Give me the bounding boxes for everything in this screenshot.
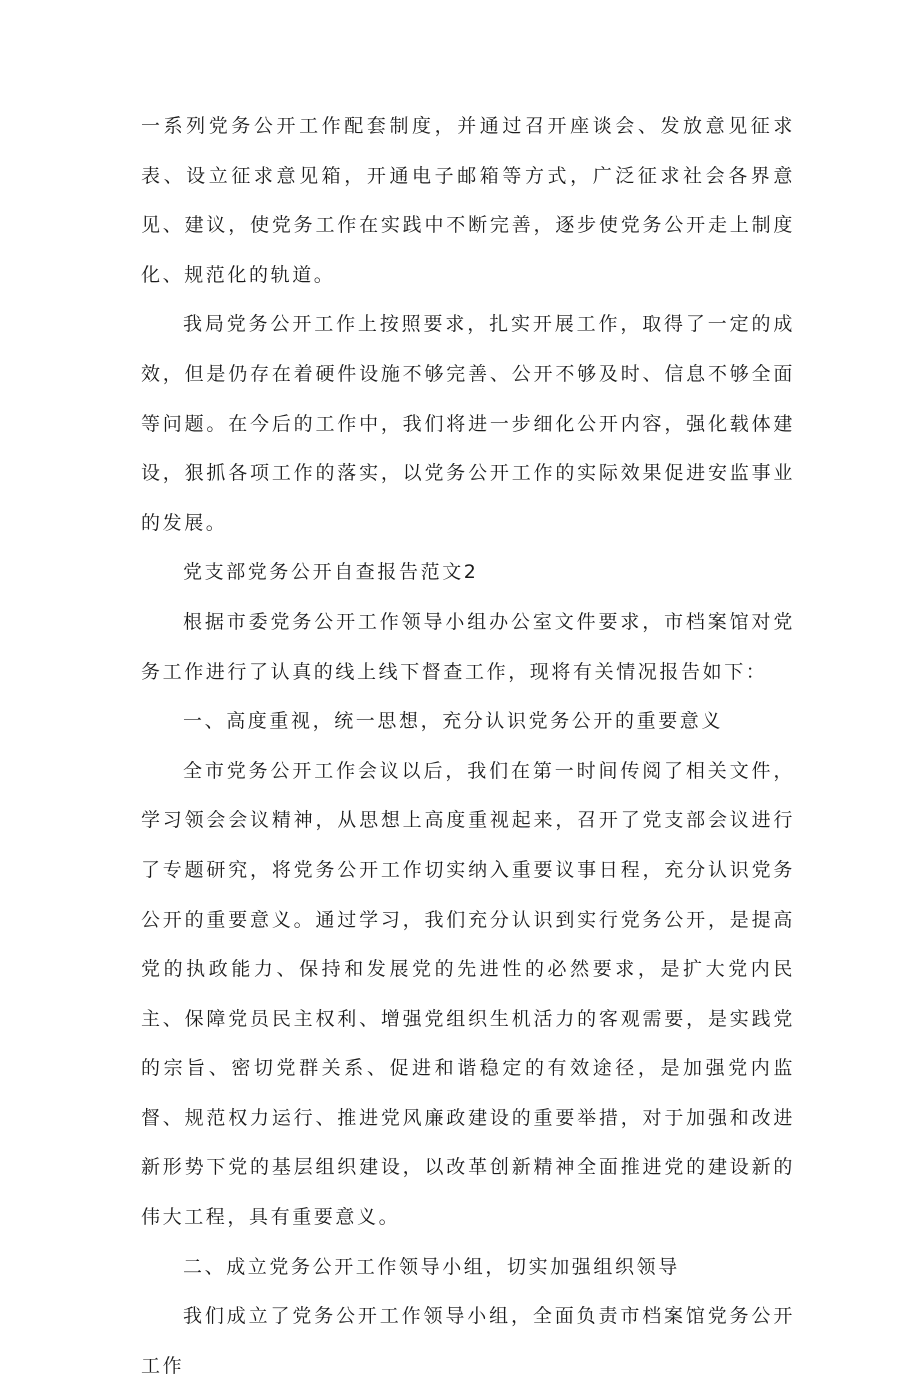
document-body: [141, 102, 795, 1391]
paragraph-report-intro: 根据市委党务公开工作领导小组办公室文件要求，市档案馆对党务工作进行了认真的线上线下督查工作，现将有关情况报告如下：: [141, 610, 795, 683]
section-heading-report-2: 党支部党务公开自查报告范文2: [183, 561, 479, 584]
paragraph-summary-and-plans: 我局党务公开工作上按照要求，扎实开展工作，取得了一定的成效，但是仍存在着硬件设施不够完善、公开不够及时、信息不够全面等问题。在今后的工作中，我们将进一步细化公开内容，强化载体建设，狠抓各项工作的落实，以党务公开工作的实际效果促进安监事业的发展。: [141, 313, 795, 534]
paragraph-continued-system-building: 一系列党务公开工作配套制度，并通过召开座谈会、发放意见征求表、设立征求意见箱，开通电子邮箱等方式，广泛征求社会各界意见、建议，使党务工作在实践中不断完善，逐步使党务公开走上制度化、规范化的轨道。: [141, 115, 795, 286]
paragraph-study-and-understanding: 全市党务公开工作会议以后，我们在第一时间传阅了相关文件，学习领会会议精神，从思想上高度重视起来，召开了党支部会议进行了专题研究，将党务公开工作切实纳入重要议事日程，充分认识党务公开的重要意义。通过学习，我们充分认识到实行党务公开，是提高党的执政能力、保持和发展党的先进性的必然要求，是扩大党内民主、保障党员民主权利、增强党组织生机活力的客观需要，是实践党的宗旨、密切党群关系、促进和谐稳定的有效途径，是加强党内监督、规范权力运行、推进党风廉政建设的重要举措，对于加强和改进新形势下党的基层组织建设，以改革创新精神全面推进党的建设新的伟大工程，具有重要意义。: [141, 759, 795, 1229]
subheading-2-leading-group: 二、成立党务公开工作领导小组，切实加强组织领导: [183, 1255, 680, 1278]
subheading-1-attach-importance: 一、高度重视，统一思想，充分认识党务公开的重要意义: [183, 710, 724, 733]
paragraph-leading-group-established: 我们成立了党务公开工作领导小组，全面负责市档案馆党务公开工作: [141, 1305, 795, 1377]
